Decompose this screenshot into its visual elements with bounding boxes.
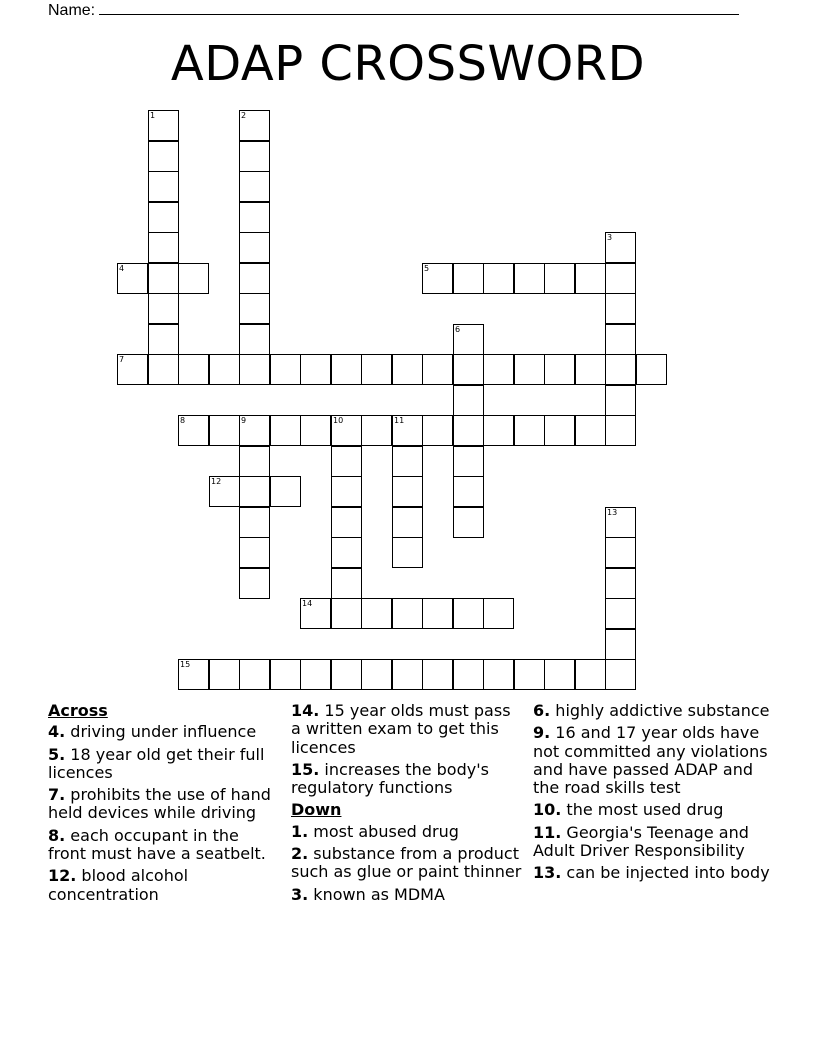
grid-cell[interactable] (605, 293, 636, 324)
grid-cell[interactable] (422, 598, 453, 629)
grid-cell[interactable] (483, 354, 514, 385)
grid-cell[interactable] (239, 171, 270, 202)
grid-cell[interactable] (300, 415, 331, 446)
grid-cell[interactable] (239, 537, 270, 568)
grid-cell[interactable] (209, 354, 240, 385)
grid-cell[interactable] (483, 598, 514, 629)
clue-column-3 (533, 702, 773, 887)
grid-cell[interactable] (178, 659, 209, 690)
clue-number-label: 9. (533, 723, 551, 743)
grid-cell[interactable] (636, 354, 667, 385)
grid-cell[interactable] (270, 354, 301, 385)
clue-number-label: 12. (48, 866, 77, 886)
clue-text: can be injected into body (561, 863, 770, 883)
clue-number: 3 (607, 233, 613, 242)
grid-cell[interactable] (453, 659, 484, 690)
clue-number-label: 2. (291, 844, 309, 864)
grid-cell[interactable] (575, 354, 606, 385)
clue-number: 1 (150, 111, 156, 120)
clue-text: known as MDMA (308, 884, 445, 904)
grid-cell[interactable] (605, 232, 636, 263)
grid-cell[interactable] (483, 415, 514, 446)
grid-cell[interactable] (514, 263, 545, 294)
clue-text: 18 year old get their full licences (48, 744, 265, 782)
clue-number-label: 15. (291, 759, 320, 779)
clue-section-heading: Across (48, 701, 108, 720)
grid-cell[interactable] (148, 171, 179, 202)
grid-cell[interactable] (239, 293, 270, 324)
grid-cell[interactable] (239, 446, 270, 477)
grid-cell[interactable] (605, 659, 636, 690)
grid-cell[interactable] (544, 263, 575, 294)
grid-cell[interactable] (453, 446, 484, 477)
grid-cell[interactable] (331, 568, 362, 599)
grid-cell[interactable] (331, 446, 362, 477)
clue-text: substance from a product such as glue or paint thinner (291, 844, 522, 882)
clue-number: 6 (455, 325, 461, 334)
clue-number: 13 (607, 508, 618, 517)
clue-number: 10 (333, 416, 344, 425)
clue-text: most abused drug (308, 821, 459, 841)
grid-cell[interactable] (239, 110, 270, 141)
grid-cell[interactable] (300, 598, 331, 629)
grid-cell[interactable] (148, 263, 179, 294)
grid-cell[interactable] (575, 263, 606, 294)
clue-number: 14 (302, 599, 313, 608)
clue-number-label: 11. (533, 822, 562, 842)
clue-item (533, 824, 773, 861)
grid-cell[interactable] (605, 385, 636, 416)
grid-cell[interactable] (239, 232, 270, 263)
grid-cell[interactable] (422, 415, 453, 446)
grid-cell[interactable] (575, 659, 606, 690)
clue-section-heading: Down (291, 800, 342, 820)
grid-cell[interactable] (148, 293, 179, 324)
clue-number-label: 6. (533, 701, 551, 720)
grid-cell[interactable] (453, 263, 484, 294)
clue-number: 2 (241, 111, 247, 120)
clue-number-label: 13. (533, 863, 562, 883)
grid-cell[interactable] (331, 476, 362, 507)
grid-cell[interactable] (392, 415, 423, 446)
clue-number: 4 (119, 264, 125, 273)
grid-cell[interactable] (239, 141, 270, 172)
grid-cell[interactable] (239, 354, 270, 385)
grid-cell[interactable] (178, 354, 209, 385)
grid-cell[interactable] (544, 415, 575, 446)
grid-cell[interactable] (300, 354, 331, 385)
grid-cell[interactable] (605, 415, 636, 446)
clue-item (533, 724, 773, 797)
grid-cell[interactable] (575, 415, 606, 446)
grid-cell[interactable] (148, 202, 179, 233)
grid-cell[interactable] (117, 263, 148, 294)
grid-cell[interactable] (544, 659, 575, 690)
grid-cell[interactable] (239, 568, 270, 599)
grid-cell[interactable] (148, 354, 179, 385)
clue-item (533, 801, 773, 819)
grid-cell[interactable] (483, 659, 514, 690)
grid-cell[interactable] (209, 476, 240, 507)
clue-text: Georgia's Teenage and Adult Driver Responsibility (533, 822, 749, 861)
grid-cell[interactable] (392, 476, 423, 507)
grid-cell[interactable] (453, 476, 484, 507)
grid-cell[interactable] (422, 263, 453, 294)
clue-item (533, 864, 773, 882)
clue-number-label: 5. (48, 744, 66, 764)
clue-column-2 (291, 702, 523, 908)
clue-column-1 (48, 702, 273, 908)
grid-cell[interactable] (331, 354, 362, 385)
grid-cell[interactable] (514, 659, 545, 690)
grid-cell[interactable] (361, 415, 392, 446)
grid-cell[interactable] (331, 598, 362, 629)
grid-cell[interactable] (117, 354, 148, 385)
clue-text: highly addictive substance (550, 701, 770, 720)
grid-cell[interactable] (209, 659, 240, 690)
grid-cell[interactable] (453, 385, 484, 416)
clue-text: prohibits the use of hand held devices while driving (48, 785, 271, 823)
grid-cell[interactable] (514, 354, 545, 385)
grid-cell[interactable] (392, 598, 423, 629)
clue-number: 9 (241, 416, 247, 425)
clue-item (48, 867, 273, 904)
clue-number-label: 8. (48, 825, 66, 845)
clue-item (291, 761, 523, 798)
grid-cell[interactable] (209, 415, 240, 446)
grid-cell[interactable] (178, 415, 209, 446)
clue-text: 16 and 17 year olds have not committed any violations and have passed ADAP and the road skills test (533, 723, 768, 798)
grid-cell[interactable] (361, 354, 392, 385)
page-title: ADAP CROSSWORD (170, 36, 646, 92)
clue-text: 15 year olds must pass a written exam to get this licences (291, 701, 511, 757)
grid-cell[interactable] (605, 354, 636, 385)
grid-cell[interactable] (331, 659, 362, 690)
grid-cell[interactable] (605, 537, 636, 568)
grid-cell[interactable] (239, 659, 270, 690)
clue-item (48, 827, 273, 864)
grid-cell[interactable] (361, 659, 392, 690)
grid-cell[interactable] (361, 598, 392, 629)
grid-cell[interactable] (605, 324, 636, 355)
grid-cell[interactable] (605, 507, 636, 538)
grid-cell[interactable] (239, 415, 270, 446)
clue-item (291, 702, 523, 757)
grid-cell[interactable] (270, 415, 301, 446)
grid-cell[interactable] (239, 202, 270, 233)
clue-number-label: 4. (48, 722, 66, 742)
clue-item (291, 886, 523, 904)
grid-cell[interactable] (392, 659, 423, 690)
name-label: Name: (48, 2, 96, 19)
clue-number-label: 7. (48, 785, 66, 805)
grid-cell[interactable] (239, 263, 270, 294)
grid-cell[interactable] (239, 507, 270, 538)
grid-cell[interactable] (300, 659, 331, 690)
grid-cell[interactable] (239, 476, 270, 507)
grid-cell[interactable] (453, 415, 484, 446)
clue-text: increases the body's regulatory functions (291, 759, 489, 798)
grid-cell[interactable] (148, 324, 179, 355)
grid-cell[interactable] (392, 507, 423, 538)
clue-number: 5 (424, 264, 430, 273)
clue-text: the most used drug (561, 800, 724, 820)
grid-cell[interactable] (148, 141, 179, 172)
grid-cell[interactable] (392, 354, 423, 385)
clue-number: 8 (180, 416, 186, 425)
grid-cell[interactable] (392, 537, 423, 568)
grid-cell[interactable] (331, 537, 362, 568)
grid-cell[interactable] (453, 507, 484, 538)
grid-cell[interactable] (422, 659, 453, 690)
grid-cell[interactable] (544, 354, 575, 385)
grid-cell[interactable] (331, 507, 362, 538)
grid-cell[interactable] (605, 568, 636, 599)
grid-cell[interactable] (331, 415, 362, 446)
grid-cell[interactable] (483, 263, 514, 294)
clue-number-label: 10. (533, 800, 562, 820)
grid-cell[interactable] (239, 324, 270, 355)
clue-number: 11 (394, 416, 405, 425)
grid-cell[interactable] (605, 598, 636, 629)
clue-item (533, 702, 773, 720)
clue-number-label: 1. (291, 821, 309, 841)
clue-number-label: 14. (291, 701, 320, 720)
grid-cell[interactable] (605, 263, 636, 294)
grid-cell[interactable] (453, 324, 484, 355)
grid-cell[interactable] (178, 263, 209, 294)
grid-cell[interactable] (453, 598, 484, 629)
grid-cell[interactable] (270, 659, 301, 690)
clue-item (48, 746, 273, 783)
clue-item (48, 786, 273, 823)
clue-item (48, 723, 273, 741)
clue-text: each occupant in the front must have a seatbelt. (48, 825, 266, 864)
clue-number: 15 (180, 660, 191, 669)
clue-item (291, 823, 523, 841)
clue-text: blood alcohol concentration (48, 866, 189, 904)
grid-cell[interactable] (270, 476, 301, 507)
grid-cell[interactable] (422, 354, 453, 385)
grid-cell[interactable] (392, 446, 423, 477)
clue-number: 7 (119, 355, 125, 364)
clue-number: 12 (211, 477, 222, 486)
clue-item (291, 845, 523, 882)
grid-cell[interactable] (514, 415, 545, 446)
grid-cell[interactable] (605, 629, 636, 660)
grid-cell[interactable] (148, 232, 179, 263)
clue-number-label: 3. (291, 884, 309, 904)
clue-text: driving under influence (65, 722, 257, 742)
grid-cell[interactable] (453, 354, 484, 385)
grid-cell[interactable] (148, 110, 179, 141)
